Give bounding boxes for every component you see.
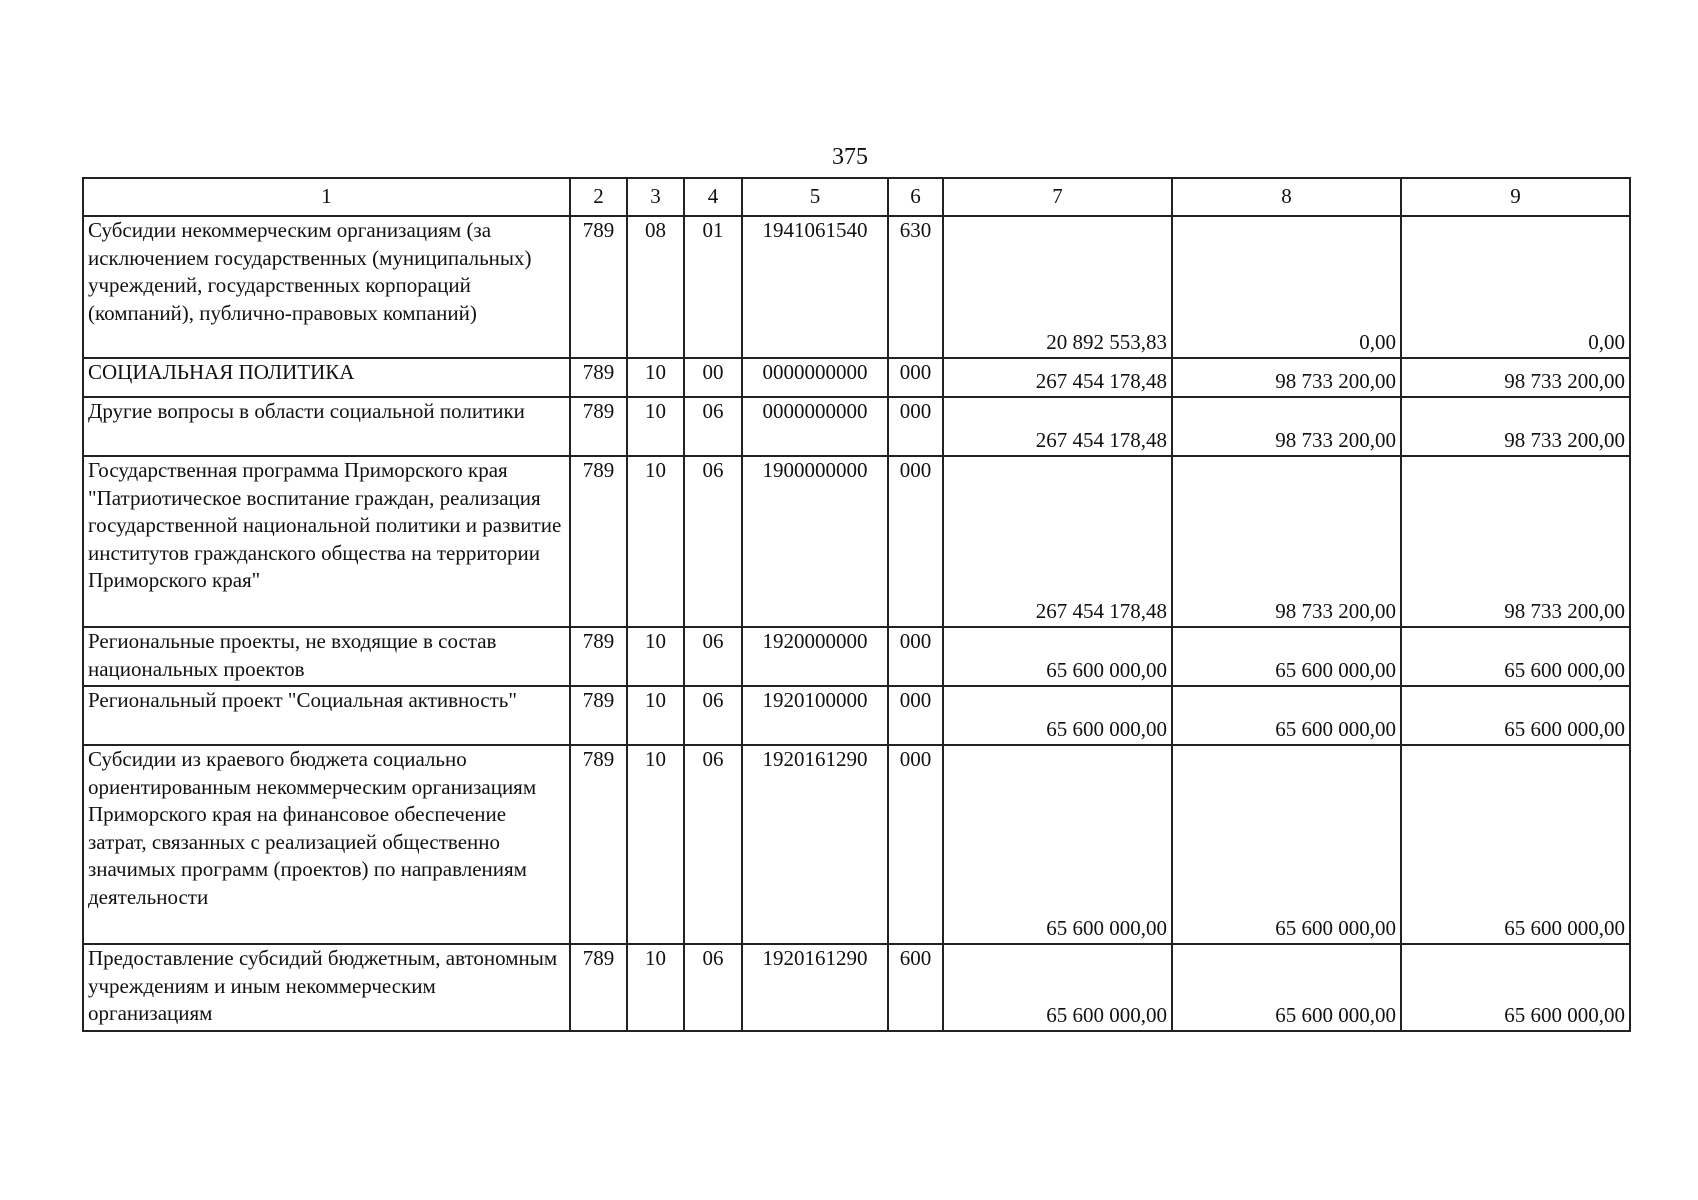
cell-ministry-code: 789 <box>570 745 627 944</box>
cell-target-code: 0000000000 <box>742 358 888 397</box>
cell-subsection: 06 <box>684 686 742 745</box>
header-cell: 6 <box>888 178 943 216</box>
cell-amount-col7: 267 454 178,48 <box>943 456 1172 627</box>
cell-amount-col8: 98 733 200,00 <box>1172 358 1401 397</box>
cell-amount-col9: 98 733 200,00 <box>1401 358 1630 397</box>
cell-amount-col9: 65 600 000,00 <box>1401 627 1630 686</box>
cell-section: 10 <box>627 627 684 686</box>
header-row <box>83 178 1630 216</box>
cell-subsection: 06 <box>684 627 742 686</box>
table-row <box>83 216 1630 358</box>
row-name: Другие вопросы в области социальной политики <box>83 397 570 456</box>
cell-expense-type: 000 <box>888 627 943 686</box>
cell-section: 10 <box>627 397 684 456</box>
table-row <box>83 358 1630 397</box>
row-name: Региональный проект "Социальная активность" <box>83 686 570 745</box>
header-cell: 4 <box>684 178 742 216</box>
budget-table <box>82 177 1631 1032</box>
cell-expense-type: 000 <box>888 456 943 627</box>
cell-amount-col7: 65 600 000,00 <box>943 745 1172 944</box>
header-cell: 1 <box>83 178 570 216</box>
cell-amount-col7: 65 600 000,00 <box>943 686 1172 745</box>
cell-target-code: 0000000000 <box>742 397 888 456</box>
cell-amount-col7: 267 454 178,48 <box>943 358 1172 397</box>
cell-subsection: 06 <box>684 944 742 1031</box>
cell-amount-col8: 98 733 200,00 <box>1172 397 1401 456</box>
cell-expense-type: 000 <box>888 686 943 745</box>
header-cell: 8 <box>1172 178 1401 216</box>
cell-amount-col8: 65 600 000,00 <box>1172 627 1401 686</box>
cell-section: 10 <box>627 686 684 745</box>
table-row <box>83 456 1630 627</box>
table-row <box>83 944 1630 1031</box>
cell-target-code: 1920161290 <box>742 944 888 1031</box>
cell-target-code: 1941061540 <box>742 216 888 358</box>
table-row <box>83 627 1630 686</box>
cell-target-code: 1920000000 <box>742 627 888 686</box>
cell-expense-type: 600 <box>888 944 943 1031</box>
cell-amount-col9: 65 600 000,00 <box>1401 686 1630 745</box>
cell-ministry-code: 789 <box>570 397 627 456</box>
cell-amount-col9: 98 733 200,00 <box>1401 397 1630 456</box>
cell-subsection: 01 <box>684 216 742 358</box>
cell-expense-type: 000 <box>888 358 943 397</box>
cell-amount-col7: 65 600 000,00 <box>943 944 1172 1031</box>
row-name: Субсидии из краевого бюджета социально ориентированным некоммерческим организациям Приморского края на финансовое обеспечение затрат, связанных с реализацией общественно значимых программ (проектов) по направлениям деятельности <box>83 745 570 944</box>
header-cell: 9 <box>1401 178 1630 216</box>
cell-section: 10 <box>627 358 684 397</box>
row-name: Субсидии некоммерческим организациям (за исключением государственных (муниципальных) учреждений, государственных корпораций (компаний), публично-правовых компаний) <box>83 216 570 358</box>
table-row <box>83 397 1630 456</box>
header-cell: 3 <box>627 178 684 216</box>
cell-amount-col9: 0,00 <box>1401 216 1630 358</box>
header-cell: 5 <box>742 178 888 216</box>
cell-section: 10 <box>627 944 684 1031</box>
cell-ministry-code: 789 <box>570 944 627 1031</box>
header-cell: 2 <box>570 178 627 216</box>
cell-section: 10 <box>627 456 684 627</box>
cell-amount-col7: 20 892 553,83 <box>943 216 1172 358</box>
cell-amount-col8: 98 733 200,00 <box>1172 456 1401 627</box>
cell-ministry-code: 789 <box>570 358 627 397</box>
cell-amount-col7: 65 600 000,00 <box>943 627 1172 686</box>
row-name: Предоставление субсидий бюджетным, автономным учреждениям и иным некоммерческим организациям <box>83 944 570 1031</box>
cell-expense-type: 630 <box>888 216 943 358</box>
cell-expense-type: 000 <box>888 745 943 944</box>
cell-amount-col9: 65 600 000,00 <box>1401 745 1630 944</box>
cell-amount-col8: 65 600 000,00 <box>1172 745 1401 944</box>
cell-subsection: 06 <box>684 397 742 456</box>
table-row <box>83 745 1630 944</box>
cell-target-code: 1920100000 <box>742 686 888 745</box>
cell-ministry-code: 789 <box>570 456 627 627</box>
cell-section: 08 <box>627 216 684 358</box>
cell-ministry-code: 789 <box>570 686 627 745</box>
cell-subsection: 06 <box>684 456 742 627</box>
cell-amount-col8: 65 600 000,00 <box>1172 686 1401 745</box>
cell-ministry-code: 789 <box>570 627 627 686</box>
page-number: 375 <box>832 144 868 170</box>
header-cell: 7 <box>943 178 1172 216</box>
cell-subsection: 00 <box>684 358 742 397</box>
row-name: СОЦИАЛЬНАЯ ПОЛИТИКА <box>83 358 570 397</box>
table-row <box>83 686 1630 745</box>
cell-amount-col8: 0,00 <box>1172 216 1401 358</box>
row-name: Государственная программа Приморского края "Патриотическое воспитание граждан, реализация государственной национальной политики и развитие институтов гражданского общества на территории Приморского края" <box>83 456 570 627</box>
cell-ministry-code: 789 <box>570 216 627 358</box>
cell-section: 10 <box>627 745 684 944</box>
cell-target-code: 1900000000 <box>742 456 888 627</box>
cell-subsection: 06 <box>684 745 742 944</box>
cell-target-code: 1920161290 <box>742 745 888 944</box>
cell-amount-col8: 65 600 000,00 <box>1172 944 1401 1031</box>
cell-amount-col7: 267 454 178,48 <box>943 397 1172 456</box>
cell-amount-col9: 98 733 200,00 <box>1401 456 1630 627</box>
cell-amount-col9: 65 600 000,00 <box>1401 944 1630 1031</box>
row-name: Региональные проекты, не входящие в состав национальных проектов <box>83 627 570 686</box>
cell-expense-type: 000 <box>888 397 943 456</box>
